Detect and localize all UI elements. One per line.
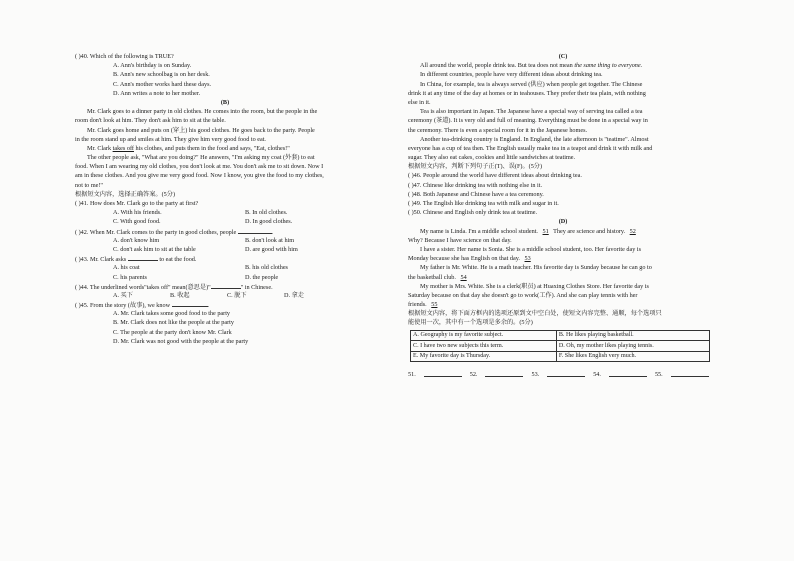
options-box-row xyxy=(411,330,710,341)
q45-stem-after: . xyxy=(207,302,210,310)
options-box-row xyxy=(411,351,710,362)
passage-d-line: My father is Mr. White. He is a math teacher. His favorite day is Sunday because he can go to xyxy=(420,264,652,272)
section-d-title: (D) xyxy=(558,218,568,226)
q45-stem xyxy=(75,300,375,309)
blank-51: 51 xyxy=(542,227,549,235)
passage-d-line: My mother is Mrs. White. She is a clerk(职员) at Huaxing Clothes Store. Her favorite day is xyxy=(420,282,649,290)
answer-label-55: 55. xyxy=(654,371,663,379)
passage-c-line: everyone has a cup of tea then. The English usually make tea in a teapot and drink it with milk and xyxy=(408,144,653,152)
instruction-d-line: 能使用一次，其中有一个选项是多余的。(5分) xyxy=(408,319,533,327)
passage-d-text: They are science and history. xyxy=(553,227,626,235)
q42-options-row xyxy=(75,236,375,245)
option-a: A. Geography is my favorite subject. xyxy=(411,330,557,341)
q41-options-row xyxy=(75,208,375,217)
passage-d-line xyxy=(408,273,718,282)
q44-stem-before: ( )44. The underlined words"takes off" mean(意思是)" xyxy=(75,283,211,291)
instruction-d-line: 根据短文内容，将下面方框内的选项还原到文中空白处，使短文内容完整、通顺，每个选项只 xyxy=(408,310,662,318)
blank-55: 55 xyxy=(431,301,438,309)
q44-stem-after: " in Chinese. xyxy=(240,283,273,291)
passage-c-line: Another tea-drinking country is England. In England, the late afternoon is "teatime". Almost xyxy=(420,135,649,143)
right-column xyxy=(408,52,718,379)
tf-item-50: ( )50. Chinese and English only drink tea at teatime. xyxy=(408,209,538,217)
q42-option-a: A. don't know him xyxy=(113,236,160,244)
section-b-title: (B) xyxy=(220,98,230,106)
q41-option-c: C. With good food. xyxy=(113,218,161,226)
q43-blank xyxy=(128,254,158,261)
q43-option-d: D. the people xyxy=(245,273,279,281)
answer-label-51: 51. xyxy=(408,371,416,379)
passage-b-line xyxy=(75,144,375,153)
q42-options-row xyxy=(75,245,375,254)
passage-d-line: Saturday because on that day she doesn't go to work(工作). And she can play tennis with her xyxy=(408,291,638,299)
passage-c-line: In China, for example, tea is always served (供应) when people get together. The Chinese xyxy=(420,80,643,88)
passage-b-line: am in these clothes. And you give me very good food. Now I know, you give the food to my clothes, xyxy=(75,172,324,180)
passage-d-text: friends. xyxy=(408,301,427,309)
passage-b-line: not to me!" xyxy=(75,181,103,189)
answer-line xyxy=(408,370,718,379)
passage-c-line: the ceremony. There is even a special room for it in the Japanese homes. xyxy=(408,126,588,134)
passage-b-line: Mr. Clark goes home and puts on (穿上) his good clothes. He goes back to the party. People xyxy=(87,126,315,134)
q40-option-d: D. Ann writes a note to her mother. xyxy=(113,89,201,97)
q44-option-d: D. 拿走 xyxy=(284,291,304,299)
section-c-title: (C) xyxy=(558,53,568,60)
passage-b-line: room don't look at him. They don't ask him to sit at the table. xyxy=(75,117,226,125)
passage-c-line: ceremony (茶道). It is very old and full of meaning. Everything must be done in a special way in xyxy=(408,117,648,125)
q43-option-a: A. his coat xyxy=(113,264,140,272)
passage-c-line: In different countries, people have very different ideas about drinking tea. xyxy=(420,71,603,79)
q41-option-a: A. With his friends. xyxy=(113,209,162,217)
q42-option-c: C. don't ask him to sit at the table xyxy=(113,245,196,253)
q42-stem-text: ( )42. When Mr. Clark comes to the party in good clothes, people xyxy=(75,228,237,236)
option-d: D. Oh, my mother likes playing tennis. xyxy=(556,341,709,352)
q41-option-d: D. In good clothes. xyxy=(245,218,293,226)
q45-stem-before: ( )45. From the story (故事), we know xyxy=(75,302,171,310)
q45-option-d: D. Mr. Clark was not good with the people at the party xyxy=(113,337,249,345)
answer-blank-55[interactable] xyxy=(671,370,709,377)
q45-option-a: A. Mr. Clark takes some good food to the party xyxy=(113,310,231,318)
q42-blank xyxy=(238,227,272,234)
option-b: B. He likes playing basketball. xyxy=(556,330,709,341)
underlined-takes-off: takes off xyxy=(112,144,134,152)
q43-option-b: B. his old clothes xyxy=(245,264,288,272)
tf-item-47: ( )47. Chinese like drinking tea with nothing else in it. xyxy=(408,181,543,189)
passage-b-text: Mr. Clark xyxy=(87,144,113,152)
instruction-c: 根据短文内容，判断下列句子正(T)、误(F)。(5分) xyxy=(408,163,543,171)
q43-options-row xyxy=(75,263,375,272)
passage-d-line xyxy=(408,300,718,309)
answer-label-52: 52. xyxy=(469,371,478,379)
q45-option-b: B. Mr. Clark does not like the people at the party xyxy=(113,319,234,327)
q43-stem-after: to eat the food. xyxy=(159,256,197,264)
q43-option-c: C. his parents xyxy=(113,273,147,281)
q40-stem: ( )40. Which of the following is TRUE? xyxy=(75,53,174,60)
left-column xyxy=(75,52,375,346)
passage-b-text: his clothes, and puts them in the food and says, "Eat, clothes!" xyxy=(133,144,290,152)
option-c: C. I have two new subjects this term. xyxy=(411,341,557,352)
q42-stem: ( )42. When Mr. Clark comes to the party in good clothes, people . xyxy=(75,228,274,236)
passage-d-text: My name is Linda. I'm a middle school student. xyxy=(420,227,538,235)
q42-option-b: B. don't look at him xyxy=(245,236,295,244)
option-e: E. My favorite day is Thursday. xyxy=(411,351,557,362)
passage-c-line: Tea is also important in Japan. The Japanese have a special way of serving tea called a tea xyxy=(420,108,643,116)
q42-option-d: D. are good with him xyxy=(245,245,298,253)
option-f: F. She likes English very much. xyxy=(556,351,709,362)
instruction-b: 根据短文内容，选择正确答案。(5分) xyxy=(75,190,176,198)
passage-c-line: else in it. xyxy=(408,98,431,106)
answer-blank-54[interactable] xyxy=(609,370,647,377)
passage-c-line xyxy=(408,61,718,70)
blank-53: 53 xyxy=(524,255,531,263)
passage-c-italic: the same thing to everyone. xyxy=(574,62,643,70)
q45-option-c: C. The people at the party don't know Mr. Clark xyxy=(113,328,232,336)
q45-blank xyxy=(172,300,210,310)
passage-b-line: Mr. Clark goes to a dinner party in old clothes. He comes into the room, but the people in the xyxy=(87,108,318,116)
answer-blank-53[interactable] xyxy=(547,370,585,377)
q43-stem xyxy=(75,254,375,263)
passage-c-line: sugar. They also eat cakes, cookies and little sandwiches at teatime. xyxy=(408,154,576,162)
answer-label-53: 53. xyxy=(531,371,540,379)
q43-options-row xyxy=(75,273,375,282)
q44-options-row xyxy=(75,291,375,300)
passage-d-line xyxy=(408,227,718,236)
q41-options-row xyxy=(75,217,375,226)
q44-stem xyxy=(75,282,375,291)
blank-54: 54 xyxy=(460,273,467,281)
passage-c-line: drink it at any time of the day at homes or in teahouses. They prefer their tea plain, with nothing xyxy=(408,89,646,97)
tf-item-49: ( )49. The English like drinking tea with milk and sugar in it. xyxy=(408,200,559,207)
q44-option-a: A. 买下 xyxy=(113,291,133,299)
q44-blank xyxy=(211,282,241,289)
q41-stem: ( )41. How does Mr. Clark go to the party at first? xyxy=(75,200,199,207)
q43-stem-before: ( )43. Mr. Clark asks xyxy=(75,256,127,264)
q40-option-c: C. Ann's mother works hard these days. xyxy=(113,80,212,88)
tf-item-46: ( )46. People around the world have different ideas about drinking tea. xyxy=(408,172,582,180)
passage-d-line xyxy=(408,254,718,263)
answer-label-54: 54. xyxy=(593,371,601,379)
q41-option-b: B. In old clothes. xyxy=(245,209,288,217)
passage-b-line: in the room stand up and smiles at him. They give him very good food to eat. xyxy=(75,135,266,143)
passage-d-line: I have a sister. Her name is Sonia. She is a middle school student, too. Her favorite day is xyxy=(420,245,641,253)
q40-option-b: B. Ann's new schoolbag is on her desk. xyxy=(113,71,210,79)
passage-c-text: All around the world, people drink tea. But tea does not mean xyxy=(420,62,575,70)
passage-d-text: Monday because she has English on that day. xyxy=(408,255,520,263)
passage-b-line: The other people ask, "What are you doing?" He answers, "I'm asking my coat (外套) to eat xyxy=(87,154,315,162)
answer-blank-52[interactable] xyxy=(485,370,523,377)
answer-blank-51[interactable] xyxy=(424,370,462,377)
options-box xyxy=(410,330,710,363)
q44-option-b: B. 收起 xyxy=(170,291,190,299)
options-box-row xyxy=(411,341,710,352)
q40-option-a: A. Ann's birthday is on Sunday. xyxy=(113,62,192,70)
q44-option-c: C. 脱下 xyxy=(227,291,247,299)
tf-item-48: ( )48. Both Japanese and Chinese have a tea ceremony. xyxy=(408,190,544,198)
passage-d-text: the basketball club. xyxy=(408,273,456,281)
blank-52: 52 xyxy=(629,227,636,235)
passage-b-line: food. When I am wearing my old clothes, you don't look at me. You don't ask me to sit down. Now I xyxy=(75,163,324,171)
passage-d-line: Why? Because I have science on that day. xyxy=(408,236,512,244)
